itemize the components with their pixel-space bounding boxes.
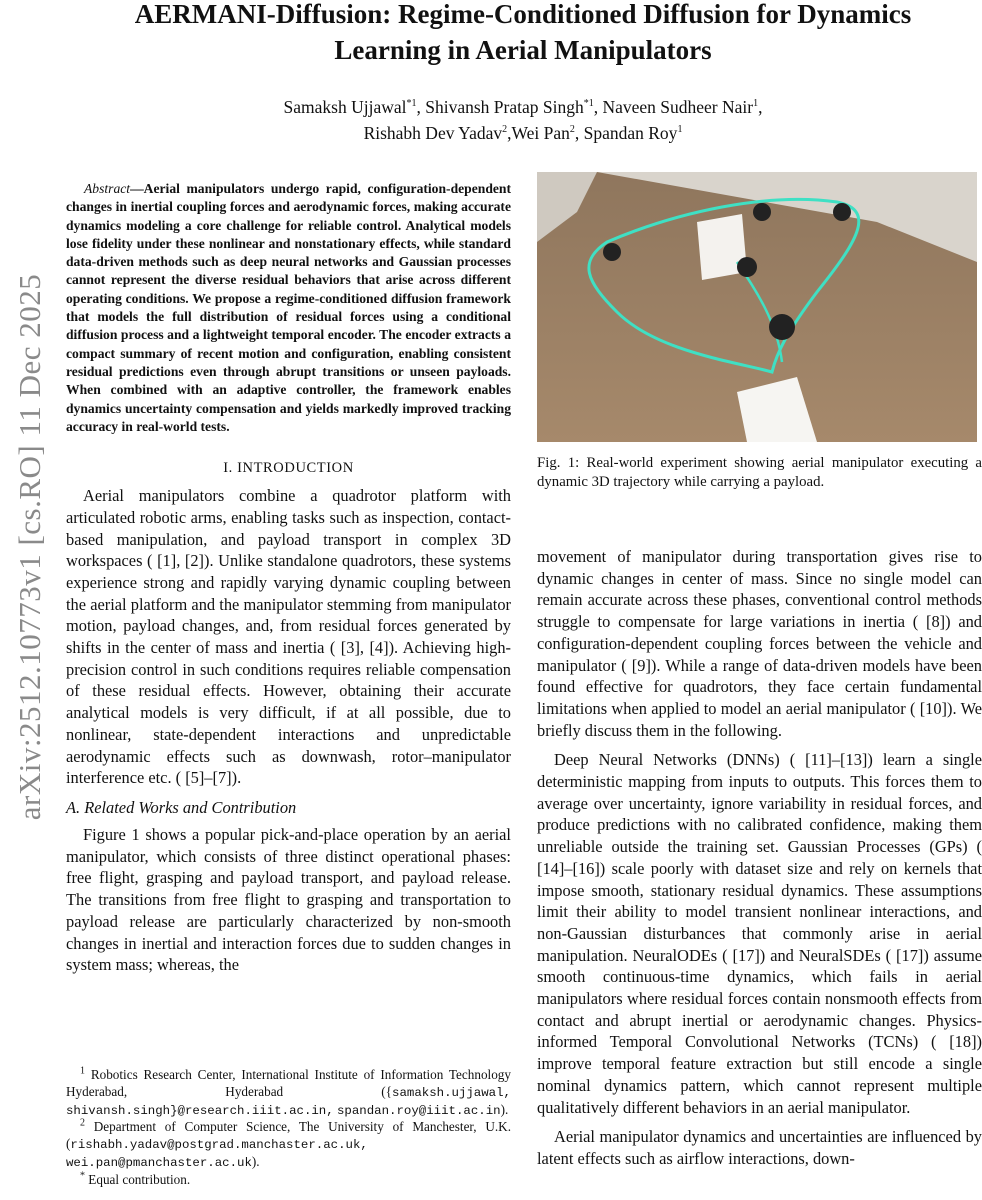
body-paragraph-continued: movement of manipulator during transportation gives rise to dynamic changes in center of mass. Since no single model can remain accurate across these phases, conventional control methods struggle to compensate for large variations in inertia ( [8]) and configuration-dependent coupling forces between the vehicle and manipulator ( [9]). While a range of data-driven models have been found effective for quadrotors, they face certain fundamental limitations when applied to model an aerial manipulator ( [10]). We briefly discuss them in the following.	[537, 547, 982, 740]
drone-back	[753, 203, 771, 221]
footnote-mark: 1	[80, 1065, 85, 1077]
footnote-2-end: ).	[251, 1153, 260, 1169]
email-link[interactable]: wei.pan@pmanchaster.ac.uk	[66, 1155, 252, 1170]
affiliation-mark: *1	[406, 98, 417, 110]
footnote-3	[66, 1172, 511, 1189]
paper-title	[90, 0, 956, 68]
drone-right	[833, 203, 851, 221]
author-list: Samaksh Ujjawal$^{*1}$, Shivansh Pratap Singh$^{*1}$, Naveen Sudheer Nair$^1$, Rishabh Dev Yadav$^2$,Wei Pan$^2$, Spandan Roy$^1$	[283, 97, 763, 143]
figure-caption-text: Real-world experiment showing aerial manipulator executing a dynamic 3D trajectory while carrying a payload.	[537, 455, 982, 490]
affiliation-mark: *1	[583, 98, 594, 110]
left-column	[66, 180, 511, 976]
figure-1-caption	[537, 454, 982, 492]
footnote-1-end: ).	[500, 1101, 509, 1117]
abstract-lead: Abstract	[84, 181, 131, 196]
right-column	[537, 172, 982, 1178]
abstract	[66, 180, 511, 436]
author-roy: , Spandan Roy	[574, 123, 678, 143]
intro-paragraph-2: Figure 1 shows a popular pick-and-place operation by an aerial manipulator, which consists of three distinct operational phases: free flight, grasping and payload transport, and payload release. The transitions from free flight to grasping and transportation to payload release are particularly characterized by non-smooth changes in inertial and interaction forces due to sudden changes in system mass; whereas, the	[66, 825, 511, 975]
affiliation-mark: 1	[677, 124, 683, 136]
author-nair: , Naveen Sudheer Nair	[593, 97, 754, 117]
body-paragraph-dnn: Deep Neural Networks (DNNs) ( [11]–[13]) learn a single deterministic mapping from inputs to outputs. This forces them to average over uncertainty, ignore variability in residual forces, and produce predictions with no calibrated confidence, making them unreliable outside the training set. Gaussian Processes (GPs) ( [14]–[16]) scale poorly with dataset size and rely on kernels that impose smooth, stationary residual dynamics. These assumptions limit their ability to model transient nonlinear interactions, and non-Gaussian disturbances that commonly arise in aerial manipulation. NeuralODEs ( [17]) and NeuralSDEs ( [17]) assume smooth continuous-time dynamics, which fails in aerial manipulators where residual forces contain nonsmooth effects from contact and abrupt inertial or aerodynamic changes. Physics-informed Temporal Convolutional Networks (TCNs) ( [18]) improve temporal feature extraction but still encode a single nominal dynamics pattern, which cannot represent multiple qualitatively different behaviors in an aerial manipulator.	[537, 750, 982, 1117]
footnote-2	[66, 1119, 511, 1171]
footnote-2-text: Department of Computer Science, The University of Manchester, U.K. (	[66, 1119, 512, 1152]
footnote-mark: 2	[80, 1118, 85, 1129]
author-ujjawal: Samaksh Ujjawal	[283, 97, 407, 117]
drone-center	[737, 257, 757, 277]
intro-paragraph-1: Aerial manipulators combine a quadrotor platform with articulated robotic arms, enabling tasks such as inspection, contact-based manipulation, and payload transport in complex 3D workspaces ( [1], [2]). Unlike standalone quadrotors, these systems experience strong and rapidly varying dynamic coupling between the aerial platform and the manipulator stemming from manipulator motion, payload changes, and, from residual forces generated by shifts in the center of mass and inertia ( [3], [4]). Achieving high-precision control in such conditions requires reliable compensation of these residual effects. However, obtaining their accurate analytical models is very difficult, if at all possible, due to nonlinear, state-dependent interactions and unpredictable aerodynamic effects such as downwash, rotor–manipulator interference etc. ( [5]–[7]).	[66, 486, 511, 788]
author-pan: ,Wei Pan	[507, 123, 570, 143]
email-link[interactable]: rishabh.yadav@postgrad.manchaster.ac.uk,	[70, 1138, 368, 1153]
right-column-text	[537, 546, 982, 1170]
author-yadav: Rishabh Dev Yadav	[363, 123, 503, 143]
footnotes	[66, 1067, 511, 1189]
subsection-heading: A. Related Works and Contribution	[66, 798, 297, 817]
footnote-mark: *	[80, 1170, 85, 1182]
drone-left	[603, 243, 621, 261]
figure-label: Fig. 1:	[537, 455, 580, 471]
footnote-1-text: Robotics Research Center, International Institute of Information Technology Hyderabad, Hyderabad ({	[66, 1067, 511, 1099]
author-singh: , Shivansh Pratap Singh	[416, 97, 584, 117]
arxiv-identifier: arXiv:2512.10773v1 [cs.RO] 11 Dec 2025	[12, 273, 47, 821]
body-paragraph-latent: Aerial manipulator dynamics and uncertainties are influenced by latent effects such as airflow interactions, down-	[537, 1127, 982, 1168]
email-link[interactable]: shivansh.singh}@research.iiit.ac.in,	[66, 1103, 334, 1118]
email-link[interactable]: spandan.roy@iiit.ac.in	[336, 1103, 501, 1118]
abstract-text: Aerial manipulators undergo rapid, configuration-dependent changes in inertial coupling forces and aerodynamic forces, making accurate dynamics modeling a core challenge for reliable control. Analytical models lose fidelity under these nonlinear and nonstationary effects, while standard data-driven methods such as deep neural networks and Gaussian processes cannot represent the diverse residual behaviors that arise across different operating conditions. We propose a regime-conditioned diffusion framework that models the full distribution of residual forces using a conditional diffusion process and a lightweight temporal encoder. The encoder extracts a compact summary of recent motion and configuration, enabling consistent residual predictions even through abrupt transitions or unseen payloads. When combined with an adaptive controller, the framework enables dynamics uncertainty compensation and yields markedly improved tracking accuracy in real-world tests.	[66, 181, 511, 434]
abstract-dash: —	[130, 181, 144, 196]
section-heading-introduction: I. INTRODUCTION	[223, 460, 354, 477]
affiliation-mark: 1	[753, 98, 759, 110]
figure-1-photo	[537, 172, 977, 442]
drone-front	[769, 314, 795, 340]
title-line-1: AERMANI-Diffusion: Regime-Conditioned Diffusion for Dynamics	[134, 0, 912, 29]
affiliation-mark: 2	[569, 124, 575, 136]
footnote-1	[66, 1067, 511, 1119]
affiliation-mark: 2	[502, 124, 508, 136]
experiment-photo-illustration	[537, 172, 977, 442]
email-link[interactable]: samaksh.ujjawal,	[392, 1085, 511, 1100]
title-line-2: Learning in Aerial Manipulators	[334, 35, 712, 65]
footnote-3-text: Equal contribution.	[88, 1171, 191, 1187]
